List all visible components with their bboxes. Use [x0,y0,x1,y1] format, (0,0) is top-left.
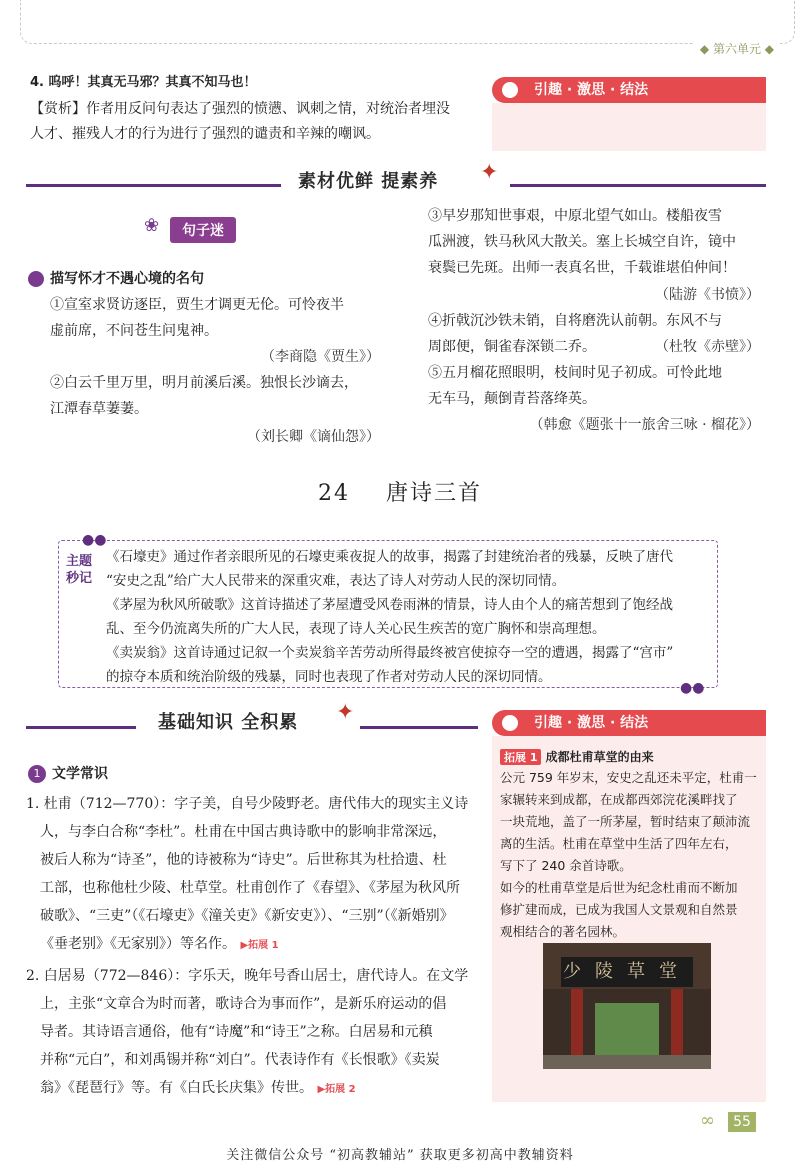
lesson-title [0,476,800,507]
q5-cite: （韩愈《题张十一旅舍三咏 · 榴花》） [529,417,760,433]
literature-heading: 文学常识 [52,766,108,782]
bai-line-5 [40,1075,356,1103]
page-number: 55 [728,1112,756,1132]
flower-icon: ❀ [144,215,160,236]
ext-title: 成都杜甫草堂的由来 [545,750,654,764]
q4-cite: （杜牧《赤壁》） [655,339,760,355]
quote-close-icon: ●● [680,680,705,696]
section2-line-right [360,726,478,729]
panel-top-body [492,103,766,151]
q1-cite: （李商隐《贾生》） [261,349,380,365]
leaf-icon [28,271,44,287]
photo-step [543,1055,711,1069]
section2-title: 基础知识 全积累 [158,712,299,733]
lesson-number: 24 [318,481,350,506]
ext-p2-line-2: 修扩建而成，已成为我国人文景观和自然景 [500,902,738,917]
bai-line-2: 上，主张“文章合为时而著，歌诗合为事而作”，是新乐府运动的倡 [40,996,447,1012]
unit-tag: ◆ 第六单元 ◆ [694,40,780,57]
ext-header [500,748,654,765]
q3-line-1: ③早岁那知世事艰，中原北望气如山。楼船夜雪 [428,208,722,224]
panel-top-title: 引趣 · 激思 · 结法 [534,82,649,98]
summary-3-line-2: 的掠夺本质和统治阶级的残暴，同时也表现了作者对劳动人民的深切同情。 [106,669,552,685]
q5-line-1: ⑤五月榴花照眼明，枝间时见子初成。可怜此地 [428,365,722,381]
panel-bottom-title: 引趣 · 激思 · 结法 [534,715,649,731]
dufu-line-6 [40,931,279,959]
bai-line-5-text: 翁》《琵琶行》等。有《白氏长庆集》传世。 [40,1080,313,1096]
ext-p1-line-4: 离的生活。杜甫在草堂中生活了四年左右， [500,836,738,851]
summary-2-line-2: 乱、至今仍流离失所的广大人民，表现了诗人关心民生疾苦的宽广胸怀和崇高理想。 [106,621,606,637]
q4-line-2: 周郎便，铜雀春深锁二乔。 [428,339,596,355]
ext-p2-line-1: 如今的杜甫草堂是后世为纪念杜甫而不断加 [500,880,738,895]
runner-icon-2: ✦ [336,700,355,725]
quote-open-icon: ●● [82,532,107,548]
dufu-ext-link[interactable]: ▶拓展 1 [240,940,279,951]
q3-cite: （陆游《书愤》） [655,287,760,303]
top-frame [20,0,795,44]
lesson-name: 唐诗三首 [385,481,482,506]
appreciation-line-1: 【赏析】作者用反问句表达了强烈的愤懑、讽刺之情，对统治者埋没 [30,101,450,117]
dufu-line-4: 工部，也称他杜少陵、杜草堂。杜甫创作了《春望》、《茅屋为秋风所 [40,880,460,896]
dufu-line-6-text: 《垂老别》《无家别》）等名作。 [40,936,236,952]
q1-line-2: 虚前席，不问苍生问鬼神。 [50,323,218,339]
dufu-line-2: 人，与李白合称“李杜”。杜甫在中国古典诗歌中的影响非常深远， [40,824,447,840]
dufu-line-5: 破歌》、“三吏”（《石壕吏》《潼关吏》《新安吏》）、“三别”（《新婚别》 [40,908,454,924]
footer: 关注微信公众号 “初高教辅站” 获取更多初高中教辅资料 [226,1148,574,1163]
summary-2-line-1: 《茅屋为秋风所破歌》这首诗描述了茅屋遭受风卷雨淋的情景，诗人由个人的痛苦想到了饱经战 [106,597,673,613]
summary-1-line-2: “安史之乱”给广大人民带来的深重灾难，表达了诗人对劳动人民的深切同情。 [106,573,566,589]
swirl-icon: ∞ [700,1110,715,1131]
q3-line-3: 衰鬓已先斑。出师一表真名世，千载谁堪伯仲间！ [428,260,736,276]
sentence-heading: 描写怀才不遇心境的名句 [50,271,204,287]
q2-cite: （刘长卿《谪仙怨》） [247,429,380,445]
q5-line-2: 无车马，颠倒青苔落绛英。 [428,391,596,407]
q2-line-2: 江潭春草萋萋。 [50,401,148,417]
summary-1-line-1: 《石壕吏》通过作者亲眼所见的石壕吏乘夜捉人的故事，揭露了封建统治者的残暴，反映了唐代 [106,549,673,565]
section2-line-left [26,726,136,729]
bai-line-1: 2. 白居易（772—846）：字乐天，晚年号香山居士，唐代诗人。在文学 [26,968,469,984]
panel-bottom-header [492,710,766,736]
q3-line-2: 瓜洲渡，铁马秋风大散关。塞上长城空自许，镜中 [428,234,736,250]
fire-icon [500,80,520,100]
q2-line-1: ②白云千里万里，明月前溪后溪。独恨长沙谪去， [50,375,358,391]
sentence-tag: 句子迷 [170,217,236,243]
photo-plaque: 少陵草堂 [561,957,693,987]
ext-label: 拓展 1 [500,749,541,765]
ext-p1-line-1: 公元 759 年岁末，安史之乱还未平定，杜甫一 [500,770,757,785]
summary-3-line-1: 《卖炭翁》这首诗通过记叙一个卖炭翁辛苦劳动所得最终被宫使掠夺一空的遭遇，揭露了“宫市” [106,645,674,661]
quote-line: 4. 呜呼！其真无马邪？其真不知马也！ [30,75,257,90]
runner-icon: ✦ [480,160,499,185]
bai-line-4: 并称“元白”，和刘禹锡并称“刘白”。代表诗作有《长恨歌》《卖炭 [40,1052,440,1068]
literature-number: 1 [28,765,46,783]
summary-label: 主题秒记 [66,554,93,586]
section1-line-left [26,184,281,187]
ext-p1-line-3: 一块荒地，盖了一所茅屋，暂时结束了颠沛流 [500,814,751,829]
ext-p1-line-2: 家辗转来到成都，在成都西郊浣花溪畔找了 [500,792,738,807]
q4-line-1: ④折戟沉沙铁未销，自将磨洗认前朝。东风不与 [428,313,722,329]
section1-line-right [510,184,766,187]
caotang-photo [543,943,711,1069]
bai-line-3: 导者。其诗语言通俗，他有“诗魔”和“诗王”之称。白居易和元稹 [40,1024,433,1040]
panel-top-header [492,77,766,103]
section1-title: 素材优鲜 提素养 [298,171,439,192]
appreciation-line-2: 人才、摧残人才的行为进行了强烈的谴责和辛辣的嘲讽。 [30,126,380,142]
dufu-line-1: 1. 杜甫（712—770）：字子美，自号少陵野老。唐代伟大的现实主义诗 [26,796,469,812]
q1-line-1: ①宣室求贤访逐臣，贾生才调更无伦。可怜夜半 [50,297,344,313]
ext-p2-line-3: 观相结合的著名园林。 [500,924,626,939]
bai-ext-link[interactable]: ▶拓展 2 [317,1084,356,1095]
fire-icon [500,713,520,733]
dufu-line-3: 被后人称为“诗圣”，他的诗被称为“诗史”。后世称其为杜拾遗、杜 [40,852,447,868]
ext-p1-line-5: 写下了 240 余首诗歌。 [500,858,632,873]
